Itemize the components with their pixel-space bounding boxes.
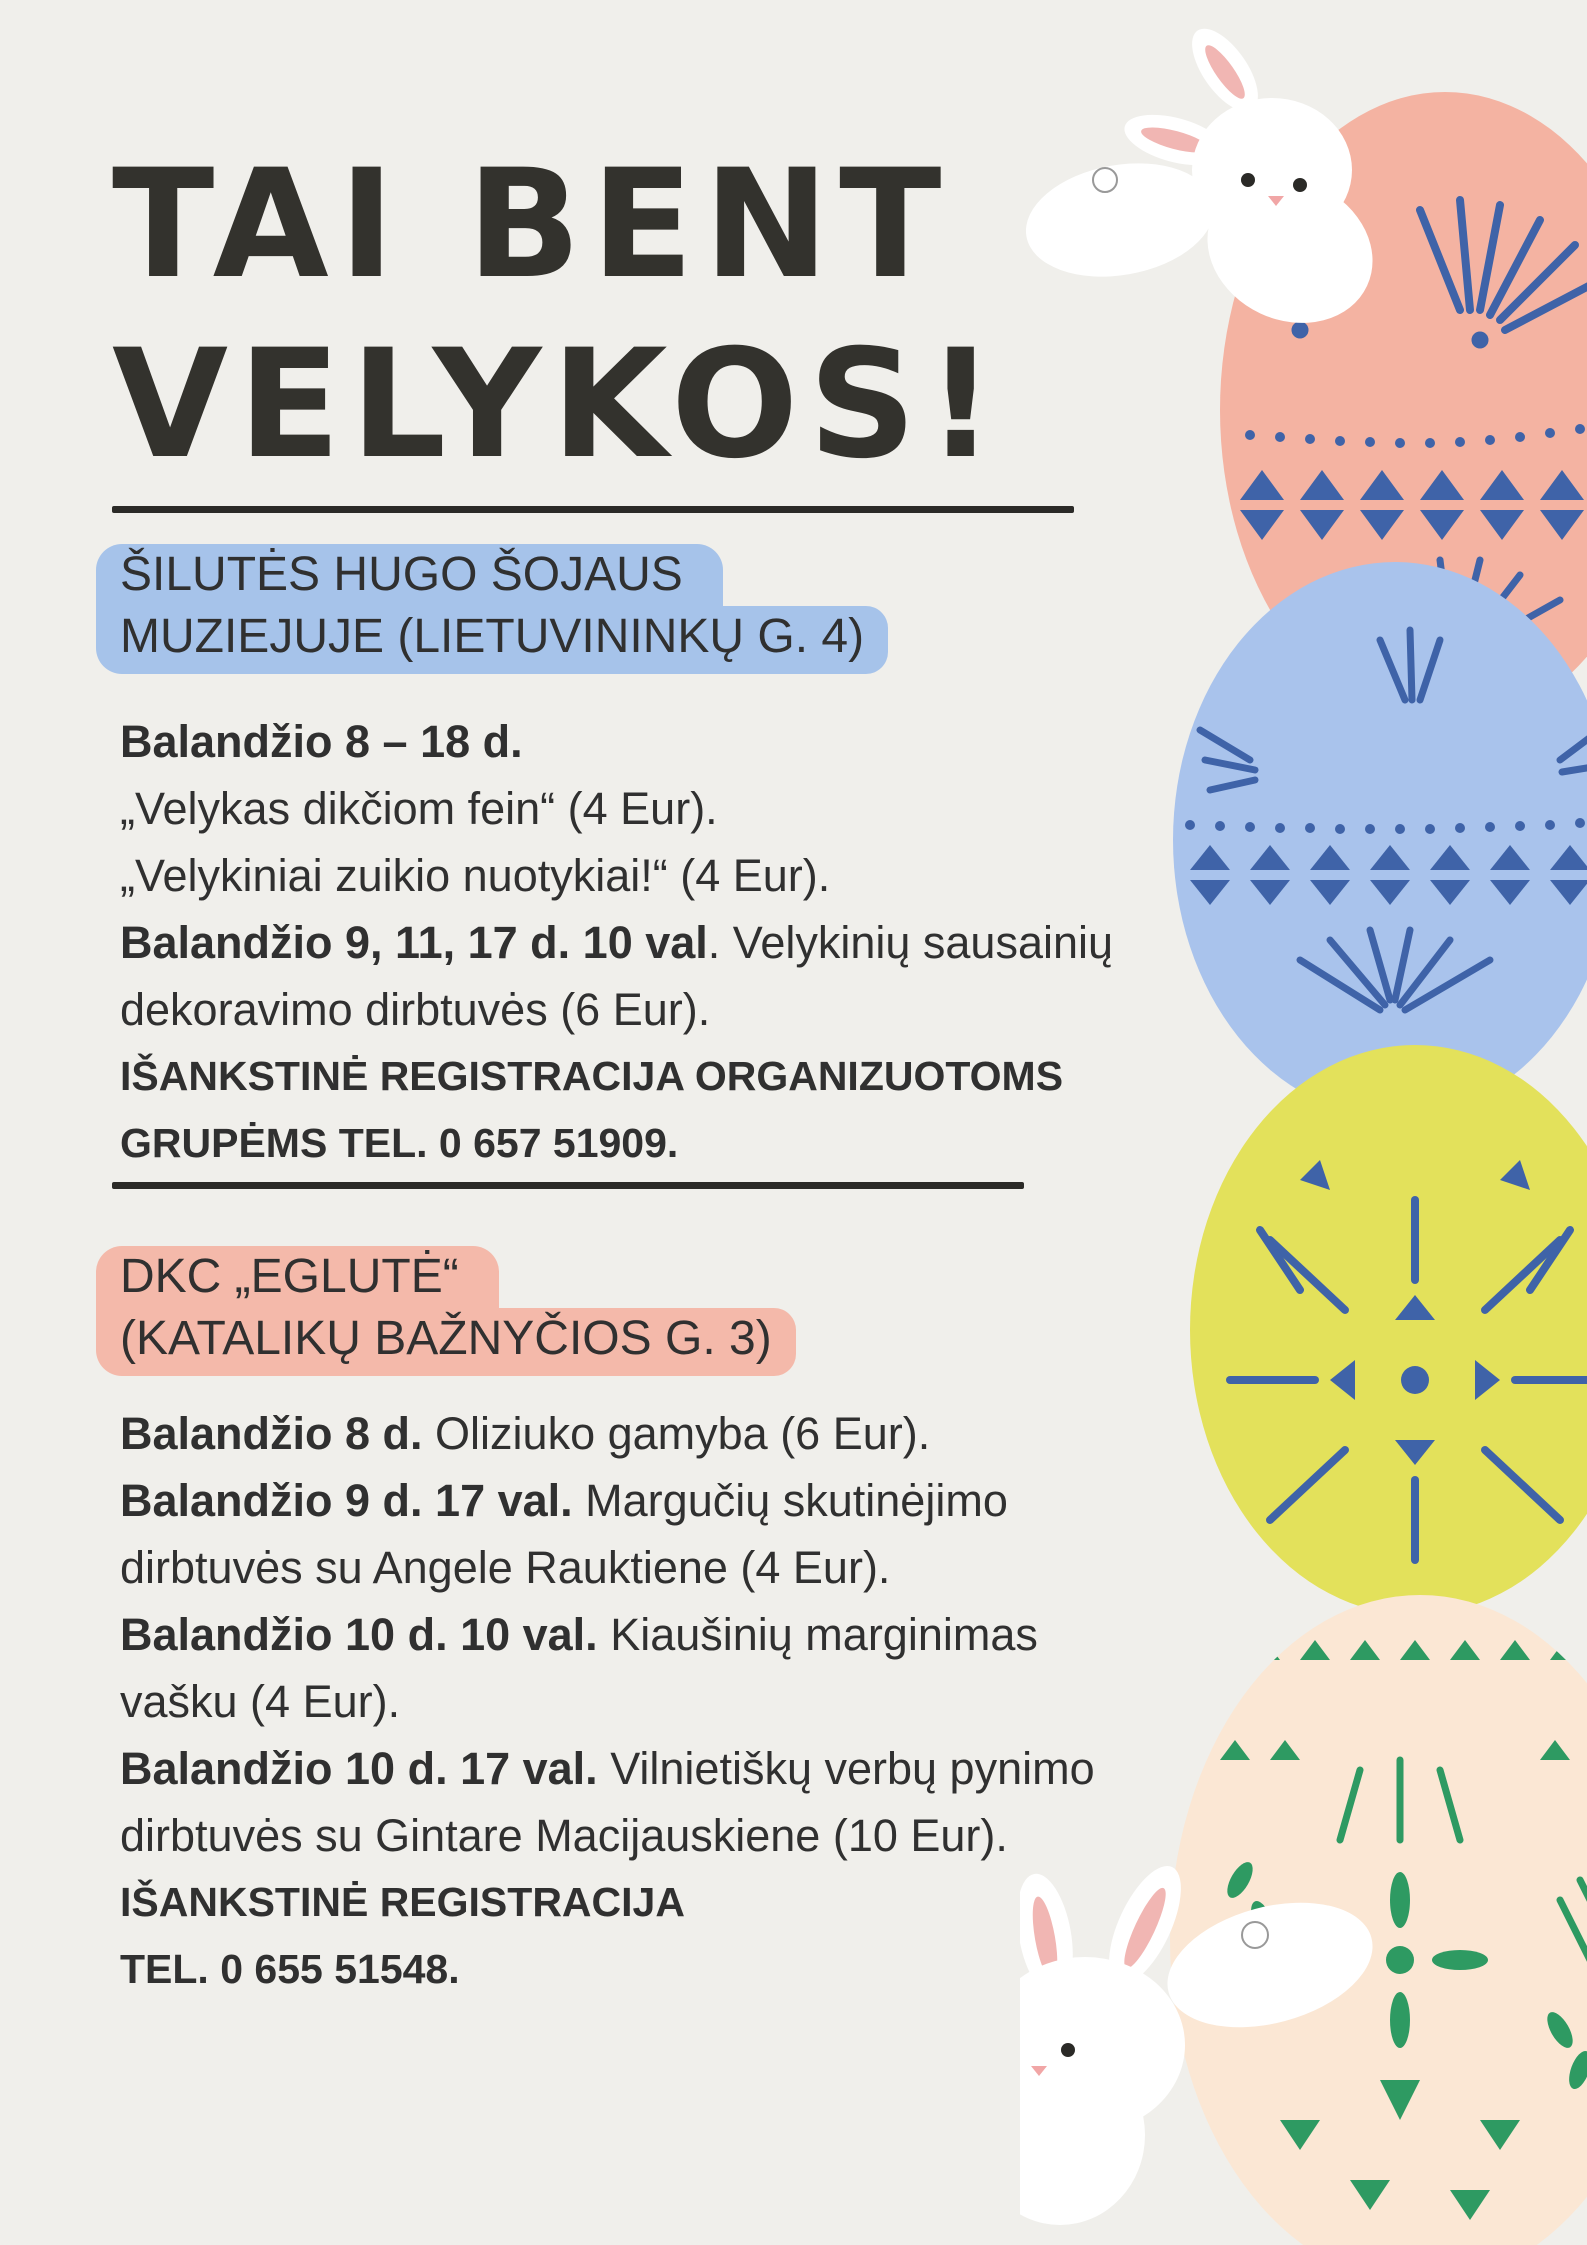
schedule-date: Balandžio 10 d. 17 val. xyxy=(120,1743,598,1794)
schedule-item xyxy=(120,775,1160,842)
museum-schedule xyxy=(120,708,1160,1177)
schedule-item xyxy=(120,1735,1160,1869)
easter-egg-yellow-icon xyxy=(1190,1045,1587,1615)
schedule-item xyxy=(120,909,1160,1043)
schedule-date: Balandžio 8 d. xyxy=(120,1408,423,1459)
schedule-text: „Velykas dikčiom fein“ (4 Eur). xyxy=(120,783,718,834)
schedule-date: Balandžio 9, 11, 17 d. 10 val xyxy=(120,917,708,968)
schedule-date: Balandžio 8 – 18 d. xyxy=(120,716,523,767)
poster-title-line-2: VELYKOS! xyxy=(112,318,1005,492)
venue-label-museum xyxy=(96,544,888,674)
schedule-item xyxy=(120,1601,1160,1735)
dkc-schedule xyxy=(120,1400,1160,2003)
bunny-icon xyxy=(1020,18,1397,349)
schedule-item xyxy=(120,1400,1160,1467)
venue-name-line-2: MUZIEJUJE (LIETUVININKŲ G. 4) xyxy=(96,606,888,674)
venue-name-line-2: (KATALIKŲ BAŽNYČIOS G. 3) xyxy=(96,1308,796,1376)
registration-note-line-1: IŠANKSTINĖ REGISTRACIJA xyxy=(120,1879,685,1925)
schedule-text: Vilnietiškų verbų pynimo dirbtuvės su Gintare Macijauskiene (10 Eur). xyxy=(120,1743,1095,1861)
easter-egg-blue-icon xyxy=(1173,562,1587,1118)
schedule-text: „Velykiniai zuikio nuotykiai!“ (4 Eur). xyxy=(120,850,831,901)
venue-name-line-1: DKC „EGLUTĖ“ xyxy=(96,1246,499,1308)
registration-note: IŠANKSTINĖ REGISTRACIJA ORGANIZUOTOMS GRUPĖMS TEL. 0 657 51909. xyxy=(120,1053,1064,1166)
divider-middle xyxy=(112,1182,1024,1189)
schedule-text: Kiaušinių marginimas vašku (4 Eur). xyxy=(120,1609,1038,1727)
poster-title-line-1: TAI BENT xyxy=(112,138,952,312)
schedule-item xyxy=(120,1467,1160,1601)
schedule-text: Margučių skutinėjimo dirbtuvės su Angele Rauktiene (4 Eur). xyxy=(120,1475,1008,1593)
schedule-text: Oliziuko gamyba (6 Eur). xyxy=(422,1408,931,1459)
schedule-item xyxy=(120,842,1160,909)
schedule-date: Balandžio 9 d. 17 val. xyxy=(120,1475,573,1526)
venue-label-dkc xyxy=(96,1246,796,1376)
registration-note-line-2: TEL. 0 655 51548. xyxy=(120,1946,460,1992)
divider-top xyxy=(112,506,1074,513)
schedule-text: . Velykinių sausainių dekoravimo dirbtuvės (6 Eur). xyxy=(120,917,1114,1035)
schedule-date: Balandžio 10 d. 10 val. xyxy=(120,1609,598,1660)
easter-decoration xyxy=(1020,0,1587,2245)
schedule-item xyxy=(120,708,1160,775)
venue-name-line-1: ŠILUTĖS HUGO ŠOJAUS xyxy=(96,544,723,606)
